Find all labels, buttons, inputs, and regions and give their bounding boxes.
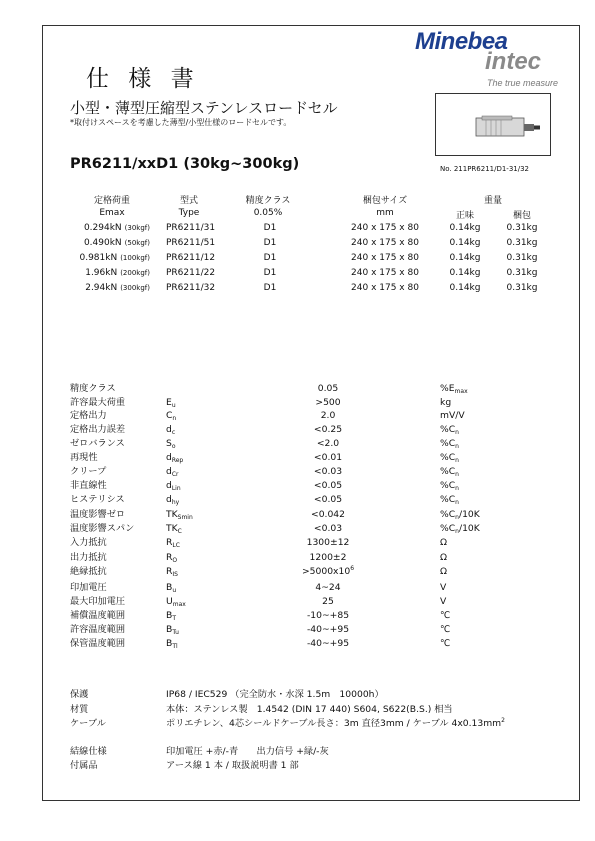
spec-value — [321, 410, 336, 422]
spec-symbol — [166, 582, 176, 594]
spec-symbol — [166, 397, 176, 409]
subheader-net: 正味 — [455, 211, 475, 221]
spec-symbol-sub: T — [172, 615, 176, 622]
spec-unit-main: %C — [440, 452, 456, 463]
spec-symbol-main: S — [166, 438, 172, 449]
spec-unit — [440, 480, 459, 492]
spec-symbol-main: B — [166, 610, 173, 621]
spec-symbol-main: d — [166, 424, 172, 435]
accuracy-cell: D1 — [263, 283, 277, 293]
spec-symbol — [166, 596, 186, 608]
spec-unit-sub: n — [455, 499, 459, 506]
spec-symbol — [166, 624, 179, 636]
capacity-value: 2.94kN — [85, 283, 118, 293]
spec-unit-sub: max — [454, 388, 468, 395]
info-value — [166, 743, 329, 757]
spec-unit-main: %C — [440, 509, 456, 520]
capacity-value: 0.294kN — [83, 223, 122, 233]
spec-unit — [440, 624, 450, 636]
spec-unit — [440, 509, 480, 521]
spec-value — [307, 638, 349, 650]
capacity-kgf: (50kgf) — [124, 239, 150, 247]
capacity-cell — [85, 268, 150, 278]
spec-symbol-main: C — [166, 410, 173, 421]
spec-symbol-main: U — [166, 596, 173, 607]
spec-value — [310, 552, 347, 564]
spec-label: 許容温度範囲 — [70, 624, 126, 635]
spec-symbol — [166, 452, 183, 464]
spec-unit — [440, 424, 459, 436]
info-value — [166, 701, 453, 715]
spec-symbol — [166, 494, 179, 506]
spec-value-main: <0.05 — [313, 494, 343, 505]
spec-symbol-sub: O — [172, 557, 178, 564]
spec-unit — [440, 466, 459, 478]
spec-symbol-sub: u — [171, 402, 176, 409]
spec-value-main: 25 — [322, 596, 334, 607]
spec-label: 出力抵抗 — [70, 552, 107, 563]
header-package: 梱包サイズ — [362, 196, 408, 206]
spec-unit — [440, 410, 465, 422]
spec-symbol-sub: Cr — [171, 471, 179, 478]
product-subtitle: 小型・薄型圧縮型ステンレスロードセル — [70, 99, 338, 117]
spec-label: 温度影響スパン — [70, 523, 135, 534]
capacity-kgf: (100kgf) — [120, 254, 150, 262]
spec-value-main: -40~+95 — [306, 624, 350, 635]
capacity-cell — [84, 223, 150, 233]
spec-value-sup: 6 — [350, 565, 355, 572]
spec-unit-main: %C — [440, 438, 456, 449]
spec-unit — [440, 494, 459, 506]
spec-unit-main: %C — [440, 523, 456, 534]
spec-unit — [440, 383, 468, 395]
spec-unit — [440, 523, 480, 535]
spec-unit-main: kg — [440, 397, 452, 408]
spec-symbol — [166, 537, 180, 549]
spec-unit-main: V — [440, 596, 447, 607]
model-heading: PR6211/xxD1 (30kg~300kg) — [70, 156, 300, 172]
subheader-package: mm — [376, 208, 394, 218]
accuracy-cell: D1 — [263, 253, 277, 263]
spec-value-main: <0.03 — [313, 466, 343, 477]
spec-symbol — [166, 523, 182, 535]
type-cell: PR6211/31 — [166, 223, 216, 233]
net-weight-cell: 0.14kg — [449, 268, 481, 278]
spec-symbol-sub: IS — [172, 571, 178, 578]
capacity-value: 0.981kN — [79, 253, 118, 263]
product-photo — [435, 93, 551, 156]
spec-value — [307, 610, 349, 622]
spec-label: ゼロバランス — [70, 438, 125, 449]
info-label: 保護 — [70, 689, 89, 700]
spec-symbol — [166, 509, 193, 521]
spec-label: 許容最大荷重 — [70, 397, 126, 408]
header-accuracy: 精度クラス — [245, 196, 291, 206]
spec-value — [314, 466, 342, 478]
spec-symbol-sub: max — [172, 601, 186, 608]
spec-symbol-main: d — [166, 480, 172, 491]
document-title: 仕 様 書 — [86, 66, 200, 92]
spec-unit — [440, 552, 447, 564]
spec-unit-main: Ω — [440, 566, 448, 577]
spec-unit — [440, 566, 447, 578]
spec-unit — [440, 537, 447, 549]
spec-symbol-sub: LC — [172, 542, 180, 549]
info-value-main: 印加電圧 +赤/-青 出力信号 +緑/-灰 — [166, 746, 329, 757]
info-label: 材質 — [70, 704, 89, 715]
capacity-cell — [84, 238, 150, 248]
info-value — [166, 715, 505, 729]
accuracy-cell: D1 — [263, 238, 277, 248]
capacity-value: 1.96kN — [85, 268, 118, 278]
spec-label: 定格出力誤差 — [70, 424, 126, 435]
spec-label: 入力抵抗 — [70, 537, 107, 548]
spec-symbol-sub: hy — [171, 499, 180, 506]
info-value-main: ポリエチレン、4芯シールドケーブル長さ：3m 直径3mm / ケーブル 4x0.13mm — [166, 718, 502, 729]
header-type: 型式 — [179, 196, 199, 206]
spec-label: 再現性 — [70, 452, 98, 463]
spec-value-main: >500 — [315, 397, 341, 408]
spec-unit-main: %C — [440, 424, 456, 435]
info-value-sup: 2 — [501, 717, 505, 724]
spec-symbol-sub: Smin — [177, 514, 193, 521]
info-value — [166, 686, 384, 700]
spec-value — [311, 509, 345, 521]
spec-symbol-main: TK — [166, 523, 178, 534]
spec-value-main: <0.042 — [310, 509, 346, 520]
logo-tagline: The true measure — [487, 78, 559, 88]
subheader-accuracy: 0.05% — [253, 208, 283, 218]
spec-symbol-main: d — [166, 466, 172, 477]
spec-unit-main: %C — [440, 466, 456, 477]
spec-unit-main: ℃ — [440, 610, 451, 621]
spec-symbol-main: d — [166, 452, 172, 463]
spec-symbol-sub: o — [171, 443, 176, 450]
spec-value — [318, 383, 338, 395]
capacity-kgf: (300kgf) — [120, 284, 150, 292]
minebea-logo: Minebea — [415, 28, 508, 55]
header-weight: 重量 — [483, 196, 503, 206]
spec-label: 印加電圧 — [70, 582, 107, 593]
spec-label: 補償温度範囲 — [70, 610, 126, 621]
spec-label: 絶縁抵抗 — [70, 566, 107, 577]
spec-value — [307, 624, 349, 636]
type-cell: PR6211/32 — [166, 283, 216, 293]
spec-unit-main: %E — [440, 383, 455, 394]
capacity-kgf: (30kgf) — [124, 224, 150, 232]
spec-value-main: >5000x10 — [301, 566, 351, 577]
spec-unit-main: %C — [440, 494, 456, 505]
spec-unit — [440, 438, 459, 450]
spec-value — [322, 596, 334, 608]
document-number: No. 211PR6211/D1-31/32 — [440, 165, 530, 173]
spec-symbol-main: R — [166, 566, 173, 577]
spec-value-main: <0.05 — [313, 480, 343, 491]
spec-label: クリープ — [70, 466, 107, 477]
spec-value — [302, 566, 354, 578]
spec-label: ヒステリシス — [70, 494, 125, 505]
spec-unit-main: ℃ — [440, 624, 451, 635]
spec-unit — [440, 610, 450, 622]
packed-weight-cell: 0.31kg — [506, 238, 538, 248]
subheader-packed: 梱包 — [512, 211, 532, 221]
package-cell: 240 x 175 x 80 — [351, 238, 419, 248]
spec-unit-sub: n — [455, 514, 459, 521]
spec-symbol — [166, 438, 176, 450]
spec-symbol — [166, 566, 178, 578]
spec-label: 定格出力 — [70, 410, 107, 421]
spec-symbol-main: d — [166, 494, 172, 505]
spec-value-main: -40~+95 — [306, 638, 350, 649]
spec-value — [314, 452, 342, 464]
spec-unit-main: V — [440, 582, 447, 593]
net-weight-cell: 0.14kg — [449, 223, 481, 233]
info-label: 付属品 — [70, 760, 98, 771]
spec-symbol — [166, 638, 178, 650]
spec-symbol — [166, 610, 176, 622]
spec-value-main: 0.05 — [317, 383, 339, 394]
net-weight-cell: 0.14kg — [449, 283, 481, 293]
spec-value-main: <2.0 — [316, 438, 340, 449]
packed-weight-cell: 0.31kg — [506, 268, 538, 278]
package-cell: 240 x 175 x 80 — [351, 283, 419, 293]
subheader-capacity: Emax — [99, 208, 125, 218]
spec-value — [317, 438, 339, 450]
spec-unit-sub: n — [455, 443, 459, 450]
spec-unit-suffix: /10K — [458, 523, 480, 534]
spec-symbol-main: B — [166, 624, 173, 635]
spec-unit-sub: n — [455, 429, 459, 436]
spec-symbol-sub: Lin — [171, 485, 181, 492]
capacity-cell — [85, 283, 150, 293]
info-value-main: IP68 / IEC529 （完全防水・水深 1.5m 10000h） — [166, 689, 384, 700]
spec-symbol-sub: Rep — [171, 457, 184, 464]
spec-value-main: 1300±12 — [306, 537, 350, 548]
spec-symbol-sub: C — [177, 528, 182, 535]
spec-value-main: -10~+85 — [306, 610, 350, 621]
spec-unit-main: Ω — [440, 537, 448, 548]
net-weight-cell: 0.14kg — [449, 238, 481, 248]
type-cell: PR6211/12 — [166, 253, 216, 263]
spec-value — [314, 424, 342, 436]
spec-symbol-main: R — [166, 537, 173, 548]
info-value — [166, 757, 299, 771]
spec-unit — [440, 582, 446, 594]
spec-value — [314, 480, 342, 492]
spec-value-main: 4~24 — [315, 582, 341, 593]
spec-symbol-sub: c — [171, 429, 176, 436]
spec-unit-sub: n — [455, 485, 459, 492]
spec-unit-main: mV/V — [440, 410, 465, 421]
net-weight-cell: 0.14kg — [449, 253, 481, 263]
type-cell: PR6211/51 — [166, 238, 216, 248]
spec-value-main: <0.25 — [313, 424, 343, 435]
spec-symbol — [166, 480, 181, 492]
spec-value — [315, 397, 340, 409]
spec-value-main: <0.03 — [313, 523, 343, 534]
capacity-cell — [79, 253, 150, 263]
spec-symbol-main: B — [166, 582, 173, 593]
spec-label: 精度クラス — [70, 383, 116, 394]
spec-unit-main: %C — [440, 480, 456, 491]
package-cell: 240 x 175 x 80 — [351, 223, 419, 233]
spec-unit-sub: n — [455, 457, 459, 464]
spec-symbol-sub: u — [172, 587, 177, 594]
spec-unit-sub: n — [455, 471, 459, 478]
spec-label: 非直線性 — [70, 480, 107, 491]
spec-symbol-sub: n — [172, 415, 177, 422]
spec-symbol — [166, 410, 176, 422]
packed-weight-cell: 0.31kg — [506, 283, 538, 293]
spec-unit-main: ℃ — [440, 638, 451, 649]
info-label: ケーブル — [70, 718, 106, 729]
spec-value — [307, 537, 350, 549]
spec-symbol — [166, 424, 175, 436]
spec-symbol-main: B — [166, 638, 173, 649]
info-value-main: 本体：ステンレス製 1.4542 (DIN 17 440) S604, S622(B.S.) 相当 — [166, 704, 453, 715]
product-note: *取付けスペースを考慮した薄型/小型仕様のロードセルです。 — [70, 118, 292, 127]
spec-symbol-sub: Tu — [172, 629, 179, 636]
load-cell-image — [436, 94, 550, 155]
spec-unit-main: Ω — [440, 552, 448, 563]
spec-symbol-sub: Tl — [172, 643, 178, 650]
capacity-value: 0.490kN — [83, 238, 122, 248]
header-capacity: 定格荷重 — [93, 196, 131, 206]
accuracy-cell: D1 — [263, 223, 277, 233]
spec-unit-sub: n — [455, 528, 459, 535]
spec-unit-suffix: /10K — [458, 509, 480, 520]
accuracy-cell: D1 — [263, 268, 277, 278]
info-label: 結線仕様 — [70, 746, 107, 757]
info-value-main: アース線 1 本 / 取扱説明書 1 部 — [166, 760, 299, 771]
spec-value — [314, 494, 342, 506]
spec-value — [314, 523, 342, 535]
spec-unit — [440, 596, 446, 608]
spec-value-main: <0.01 — [313, 452, 343, 463]
spec-symbol — [166, 466, 179, 478]
package-cell: 240 x 175 x 80 — [351, 253, 419, 263]
spec-value-main: 1200±2 — [309, 552, 347, 563]
spec-symbol-main: R — [166, 552, 173, 563]
spec-label: 温度影響ゼロ — [70, 509, 126, 520]
spec-label: 最大印加電圧 — [70, 596, 126, 607]
packed-weight-cell: 0.31kg — [506, 223, 538, 233]
intec-logo: intec — [485, 48, 542, 75]
spec-symbol-main: TK — [166, 509, 178, 520]
spec-symbol — [166, 552, 177, 564]
spec-value — [315, 582, 340, 594]
package-cell: 240 x 175 x 80 — [351, 268, 419, 278]
spec-symbol-main: E — [166, 397, 172, 408]
capacity-kgf: (200kgf) — [120, 269, 150, 277]
spec-unit — [440, 638, 450, 650]
spec-label: 保管温度範囲 — [70, 638, 126, 649]
subheader-type: Type — [178, 208, 200, 218]
type-cell: PR6211/22 — [166, 268, 216, 278]
spec-value-main: 2.0 — [320, 410, 336, 421]
spec-unit — [440, 397, 451, 409]
packed-weight-cell: 0.31kg — [506, 253, 538, 263]
spec-unit — [440, 452, 459, 464]
